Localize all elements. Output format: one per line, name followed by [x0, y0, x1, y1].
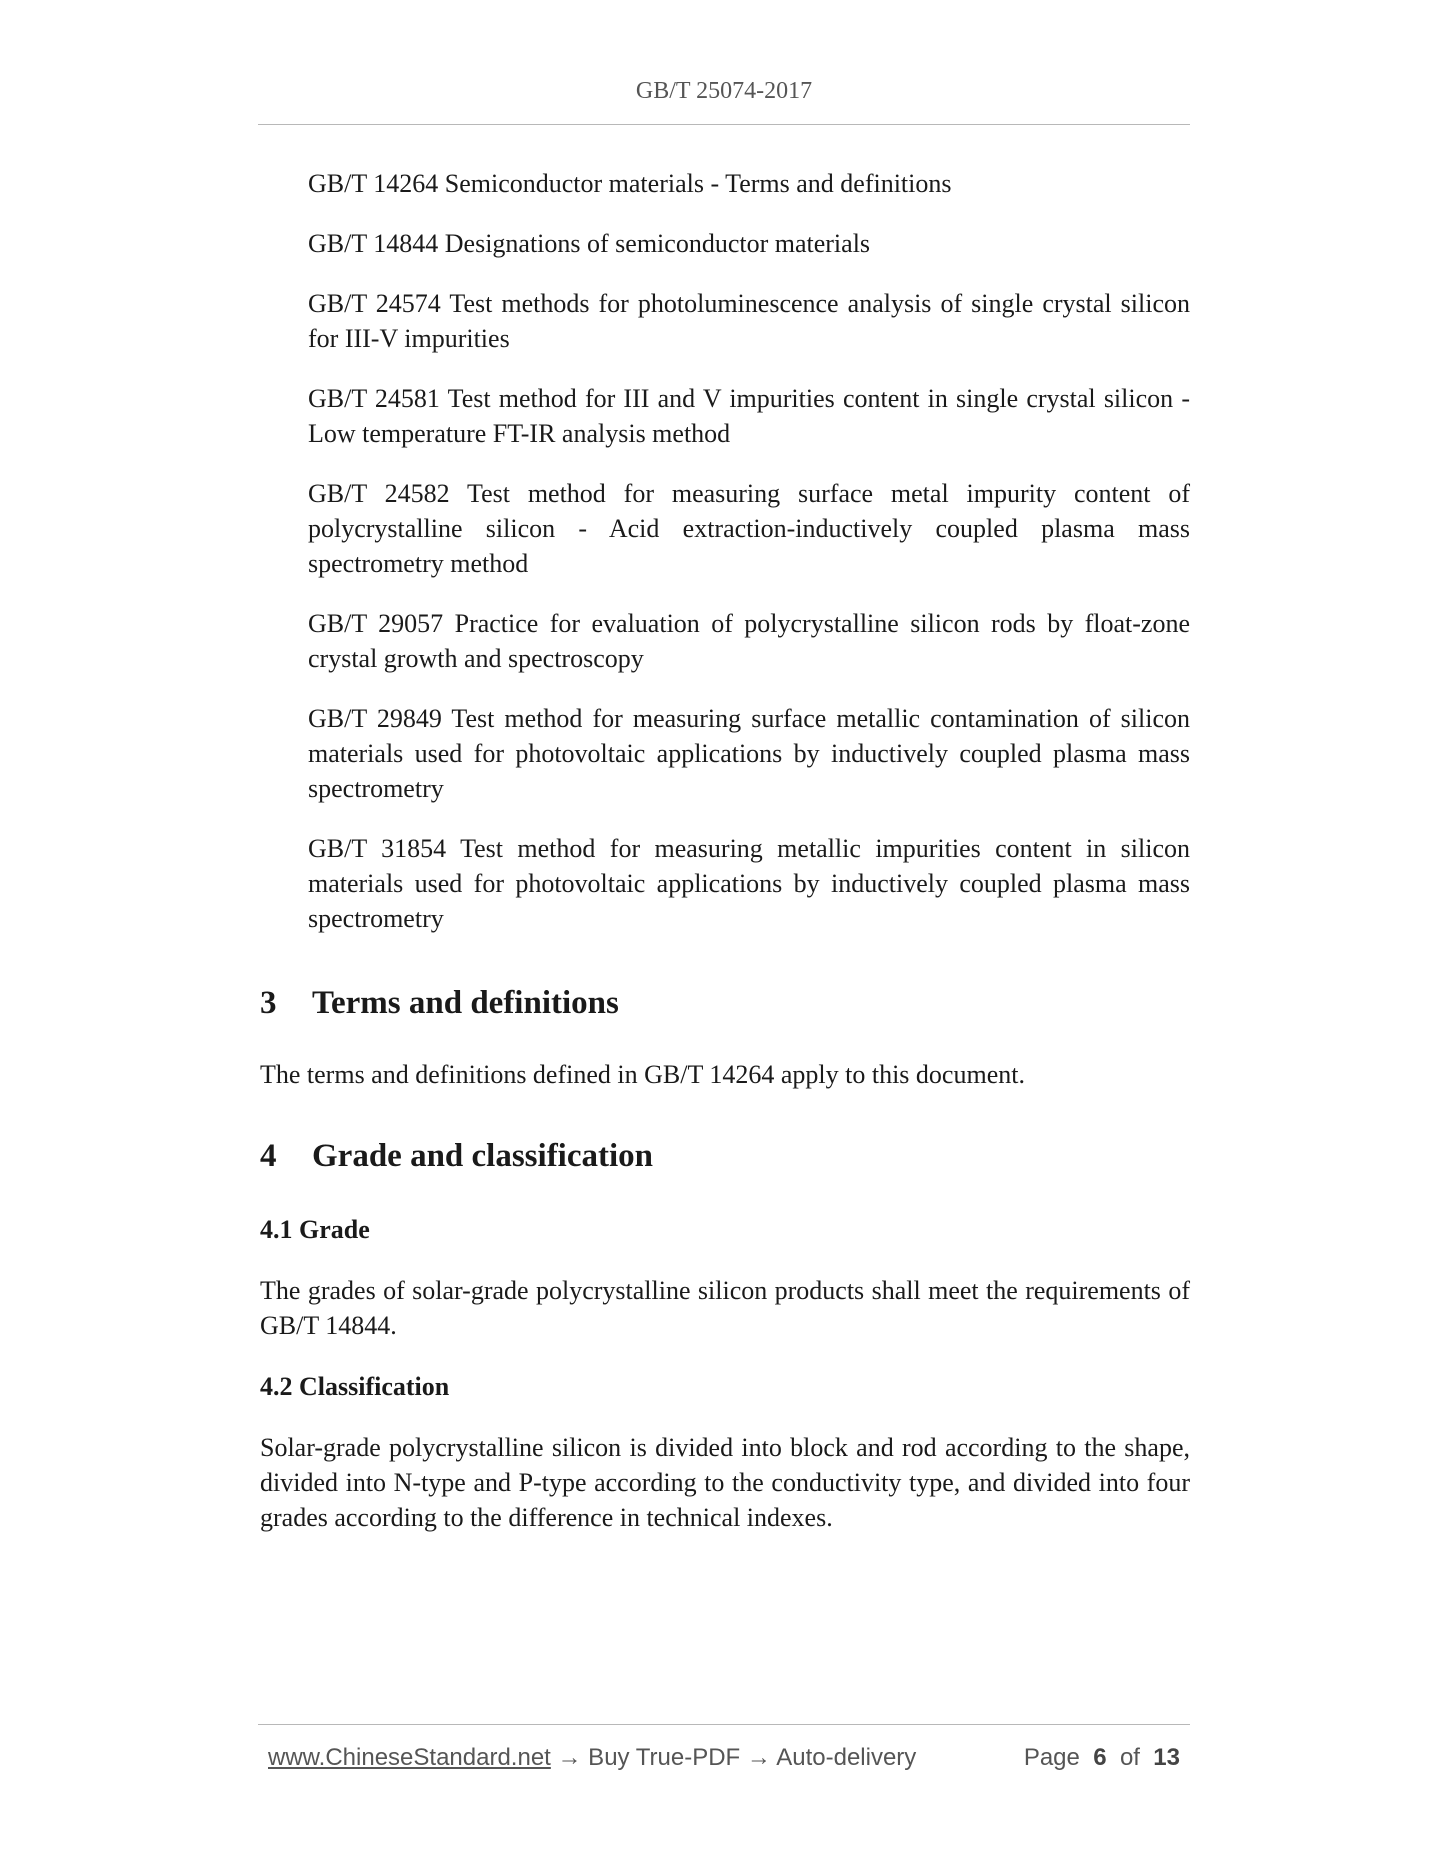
page-header: GB/T 25074-2017 — [635, 78, 813, 104]
section-number: 4 — [260, 1138, 277, 1174]
reference-item: GB/T 24581 Test method for III and V impurities content in single crystal silicon - Low temperature FT-IR analysis method — [308, 384, 1190, 448]
section-4-heading — [260, 1135, 1190, 1177]
chinese-standard-link[interactable]: www.ChineseStandard.net — [268, 1744, 551, 1771]
subsection-4-2-heading: 4.2 Classification — [260, 1372, 450, 1401]
reference-item: GB/T 31854 Test method for measuring metallic impurities content in silicon materials used for photovoltaic applications by inductively coupled plasma mass spectrometry — [308, 834, 1190, 933]
page-indicator — [1024, 1744, 1180, 1772]
section-title: Terms and definitions — [312, 985, 619, 1021]
page-current: 6 — [1093, 1744, 1107, 1771]
reference-item: GB/T 29057 Practice for evaluation of polycrystalline silicon rods by float-zone crystal growth and spectroscopy — [308, 609, 1190, 673]
section-3-heading — [260, 982, 1190, 1024]
reference-item: GB/T 14264 Semiconductor materials - Terms and definitions — [308, 169, 952, 198]
footer-links — [268, 1744, 916, 1771]
page-total: 13 — [1153, 1744, 1180, 1771]
normative-references-list — [308, 166, 1190, 961]
purchase-nav-text: → Buy True-PDF → Auto-delivery — [550, 1744, 917, 1771]
reference-item: GB/T 24582 Test method for measuring surface metal impurity content of polycrystalline silicon - Acid extraction-inductively coupled plasma mass spectrometry method — [308, 479, 1190, 578]
subsection-4-1-heading: 4.1 Grade — [260, 1215, 370, 1244]
footer-divider — [258, 1724, 1190, 1725]
page-label: Page — [1023, 1744, 1080, 1771]
page-of-label: of — [1119, 1744, 1140, 1771]
section-number: 3 — [260, 985, 277, 1021]
reference-item: GB/T 29849 Test method for measuring surface metallic contamination of silicon materials used for photovoltaic applications by inductively coupled plasma mass spectrometry — [308, 704, 1190, 803]
page-footer — [268, 1744, 1180, 1772]
subsection-4-2-paragraph: Solar-grade polycrystalline silicon is divided into block and rod according to the shape, divided into N-type and P-type according to the conductivity type, and divided into four grades according to the difference in technical indexes. — [260, 1433, 1190, 1532]
reference-item: GB/T 24574 Test methods for photoluminescence analysis of single crystal silicon for III-V impurities — [308, 289, 1190, 353]
document-body — [260, 982, 1190, 1535]
section-title: Grade and classification — [312, 1138, 654, 1174]
header-divider — [258, 124, 1190, 125]
subsection-4-1-paragraph: The grades of solar-grade polycrystalline silicon products shall meet the requirements of GB/T 14844. — [260, 1276, 1190, 1340]
reference-item: GB/T 14844 Designations of semiconductor materials — [308, 229, 871, 258]
section-3-paragraph: The terms and definitions defined in GB/T 14264 apply to this document. — [260, 1060, 1025, 1089]
